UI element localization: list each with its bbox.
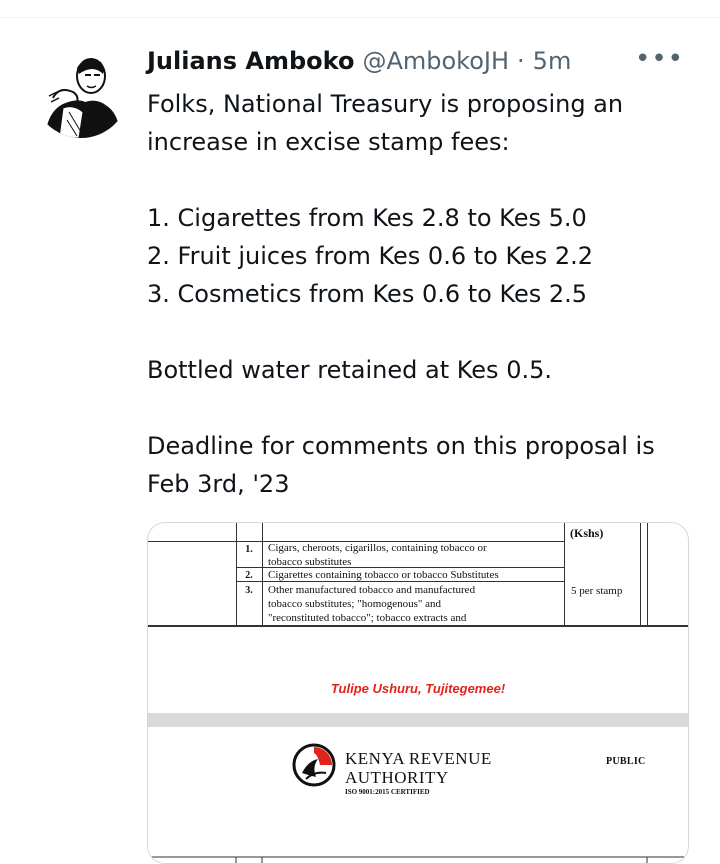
row-rate: 5 per stamp (571, 585, 623, 597)
document-classification: PUBLIC (606, 756, 646, 767)
row-number: 2. (245, 570, 253, 581)
row-number: 1. (245, 544, 253, 555)
tweet-media-image[interactable] (147, 522, 689, 864)
header-separator: · (517, 47, 525, 75)
row-description: Cigars, cheroots, cigarillos, containing tobacco or tobacco substitutes (268, 542, 487, 568)
document-page-footer (148, 627, 688, 713)
tweet-text (147, 85, 702, 503)
tweet-line: 1. Cigarettes from Kes 2.8 to Kes 5.0 (147, 204, 587, 232)
row-description: Other manufactured tobacco and manufactured tobacco substitutes; "homogenous" and "reconstituted tobacco"; tobacco extracts and (268, 584, 476, 624)
avatar-illustration (33, 42, 129, 138)
top-divider (0, 17, 720, 18)
tweet-line: Deadline for comments on this proposal is (147, 432, 655, 460)
tweet-header (147, 45, 571, 77)
page-separator (148, 713, 688, 727)
author-handle[interactable]: @AmbokoJH (362, 47, 510, 75)
tweet-line: 3. Cosmetics from Kes 0.6 to Kes 2.5 (147, 280, 588, 308)
table-header-currency: (Kshs) (570, 526, 604, 540)
tweet-timestamp[interactable]: 5m (532, 47, 572, 75)
kra-name: KENYA REVENUE AUTHORITY (345, 749, 492, 787)
tweet-line: Bottled water retained at Kes 0.5. (147, 356, 552, 384)
table-top-border (148, 843, 688, 863)
excise-table (148, 523, 688, 627)
kra-slogan: Tulipe Ushuru, Tujitegemee! (330, 681, 506, 696)
row-number: 3. (245, 585, 253, 596)
tweet-line: Feb 3rd, '23 (147, 470, 290, 498)
tweet-line: Folks, National Treasury is proposing an (147, 90, 624, 118)
avatar[interactable] (33, 42, 129, 138)
kra-logo-icon (292, 743, 336, 787)
tweet-line: 2. Fruit juices from Kes 0.6 to Kes 2.2 (147, 242, 594, 270)
more-icon[interactable]: ••• (634, 44, 684, 74)
kra-iso-certification: ISO 9001:2015 CERTIFIED (345, 788, 430, 796)
tweet-line: increase in excise stamp fees: (147, 128, 510, 156)
author-name[interactable]: Julians Amboko (147, 47, 355, 75)
row-description: Cigarettes containing tobacco or tobacco Substitutes (268, 569, 499, 581)
